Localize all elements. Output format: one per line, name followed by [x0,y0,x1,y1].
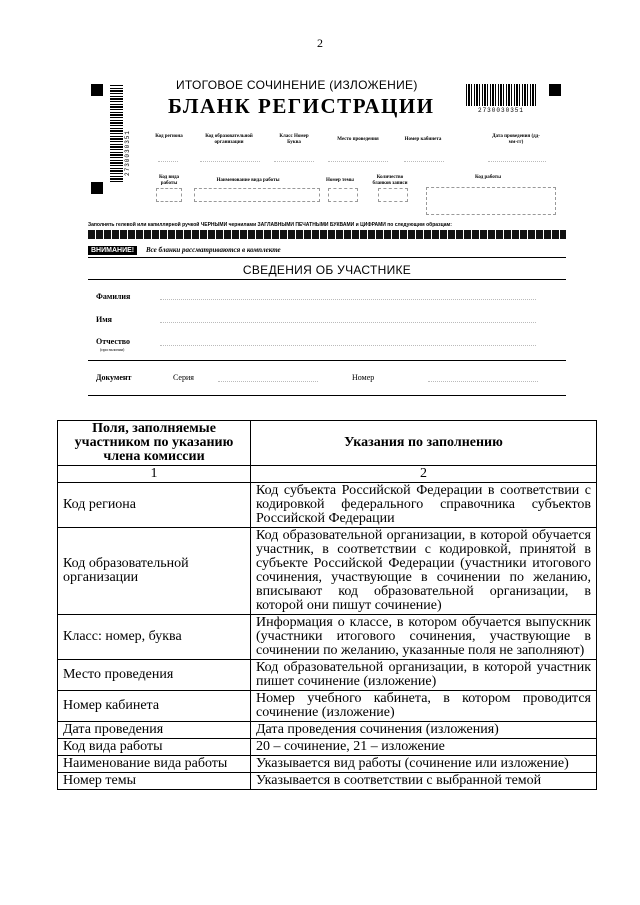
form-subtitle: БЛАНК РЕГИСТРАЦИИ [168,94,435,118]
field-name: Код региона [58,483,251,528]
field-instruction: Код образовательной организации, в которой обучается участник, в соответствии с кодировкой, принятой в субъекте Российской Федерации (участники итогового сочинения, участвующие в сочинении по желанию, вписывают код образовательной организации, в которой они пишут сочинение) [251,528,597,615]
header-field-label: Класс Номер Буква [279,134,309,145]
field-name: Дата проведения [58,722,251,739]
table-header-row [58,421,597,466]
table-row [58,660,597,691]
field-name: Наименование вида работы [58,756,251,773]
header-field-label: Код региона [155,134,183,139]
page-number: 2 [317,36,323,50]
attention-label: ВНИМАНИЕ! [88,246,137,255]
fill-instruction: Заполнять гелевой или капиллярной ручкой ЧЕРНЫМИ чернилами ЗАГЛАВНЫМИ ПЕЧАТНЫМИ БУКВАМИ и ЦИФРАМИ по следующим образцам: [88,222,452,228]
horizontal-barcode-number: 2730030351 [477,107,524,114]
vertical-barcode-number: 2730030351 [124,129,131,176]
header-field-label: Код образовательной организации [205,134,253,145]
table-row [58,483,597,528]
registration-form [88,72,566,397]
alignment-marker [549,84,561,96]
name-label: Имя [96,315,112,324]
patronymic-note: (при наличии) [100,347,125,352]
table-number-row [58,466,597,483]
column-header-instructions: Указания по заполнению [251,421,597,466]
section-title: СВЕДЕНИЯ ОБ УЧАСТНИКЕ [242,263,412,277]
field-instruction: Дата проведения сочинения (изложения) [251,722,597,739]
field-instruction: Код субъекта Российской Федерации в соответствии с кодировкой федерального справочника субъектов Российской Федерации [251,483,597,528]
second-row-label: Номер темы [326,178,354,183]
table-row [58,528,597,615]
field-name: Номер темы [58,773,251,790]
field-name: Код образовательной организации [58,528,251,615]
work-code-box [426,187,556,215]
handwriting-samples [88,230,566,239]
patronymic-label: Отчество [96,337,131,346]
attention-text: Все бланки рассматриваются в комплекте [146,246,281,254]
header-field-label: Дата проведения (дд-мм-гг) [492,134,540,145]
field-instruction: 20 – сочинение, 21 – изложение [251,739,597,756]
second-row-label: Наименование вида работы [216,178,280,183]
column-header-fields: Поля, заполняемые участником по указанию члена комиссии [58,421,251,466]
field-instruction: Указывается вид работы (сочинение или изложение) [251,756,597,773]
field-name: Код вида работы [58,739,251,756]
column-number: 1 [58,466,251,483]
table-row [58,739,597,756]
table-row [58,756,597,773]
surname-label: Фамилия [96,292,131,301]
second-row-label: Код вида работы [158,175,180,186]
alignment-marker [91,182,103,194]
second-row-label: Количество бланков записи [372,175,408,186]
instruction-table [57,420,597,790]
field-instruction: Указывается в соответствии с выбранной темой [251,773,597,790]
table-row [58,773,597,790]
column-number: 2 [251,466,597,483]
document-number-label: Номер [352,373,375,382]
field-instruction: Номер учебного кабинета, в котором проводится сочинение (изложение) [251,691,597,722]
table-row [58,722,597,739]
field-instruction: Код образовательной организации, в которой участник пишет сочинение (изложение) [251,660,597,691]
horizontal-barcode [466,84,536,106]
field-name: Номер кабинета [58,691,251,722]
field-instruction: Информация о классе, в котором обучается выпускник (участники итогового сочинения, участвующие в сочинении по желанию, указанные поля не заполняют) [251,615,597,660]
document-series-label: Серия [173,373,194,382]
header-field-label: Номер кабинета [404,137,442,142]
document-label: Документ [96,373,132,382]
alignment-marker [91,84,103,96]
second-row-label: Код работы [474,175,502,180]
field-name: Класс: номер, буква [58,615,251,660]
form-title: ИТОГОВОЕ СОЧИНЕНИЕ (ИЗЛОЖЕНИЕ) [176,78,418,92]
table-row [58,615,597,660]
field-name: Место проведения [58,660,251,691]
table-row [58,691,597,722]
vertical-barcode [110,84,123,182]
header-field-label: Место проведения [337,137,379,142]
